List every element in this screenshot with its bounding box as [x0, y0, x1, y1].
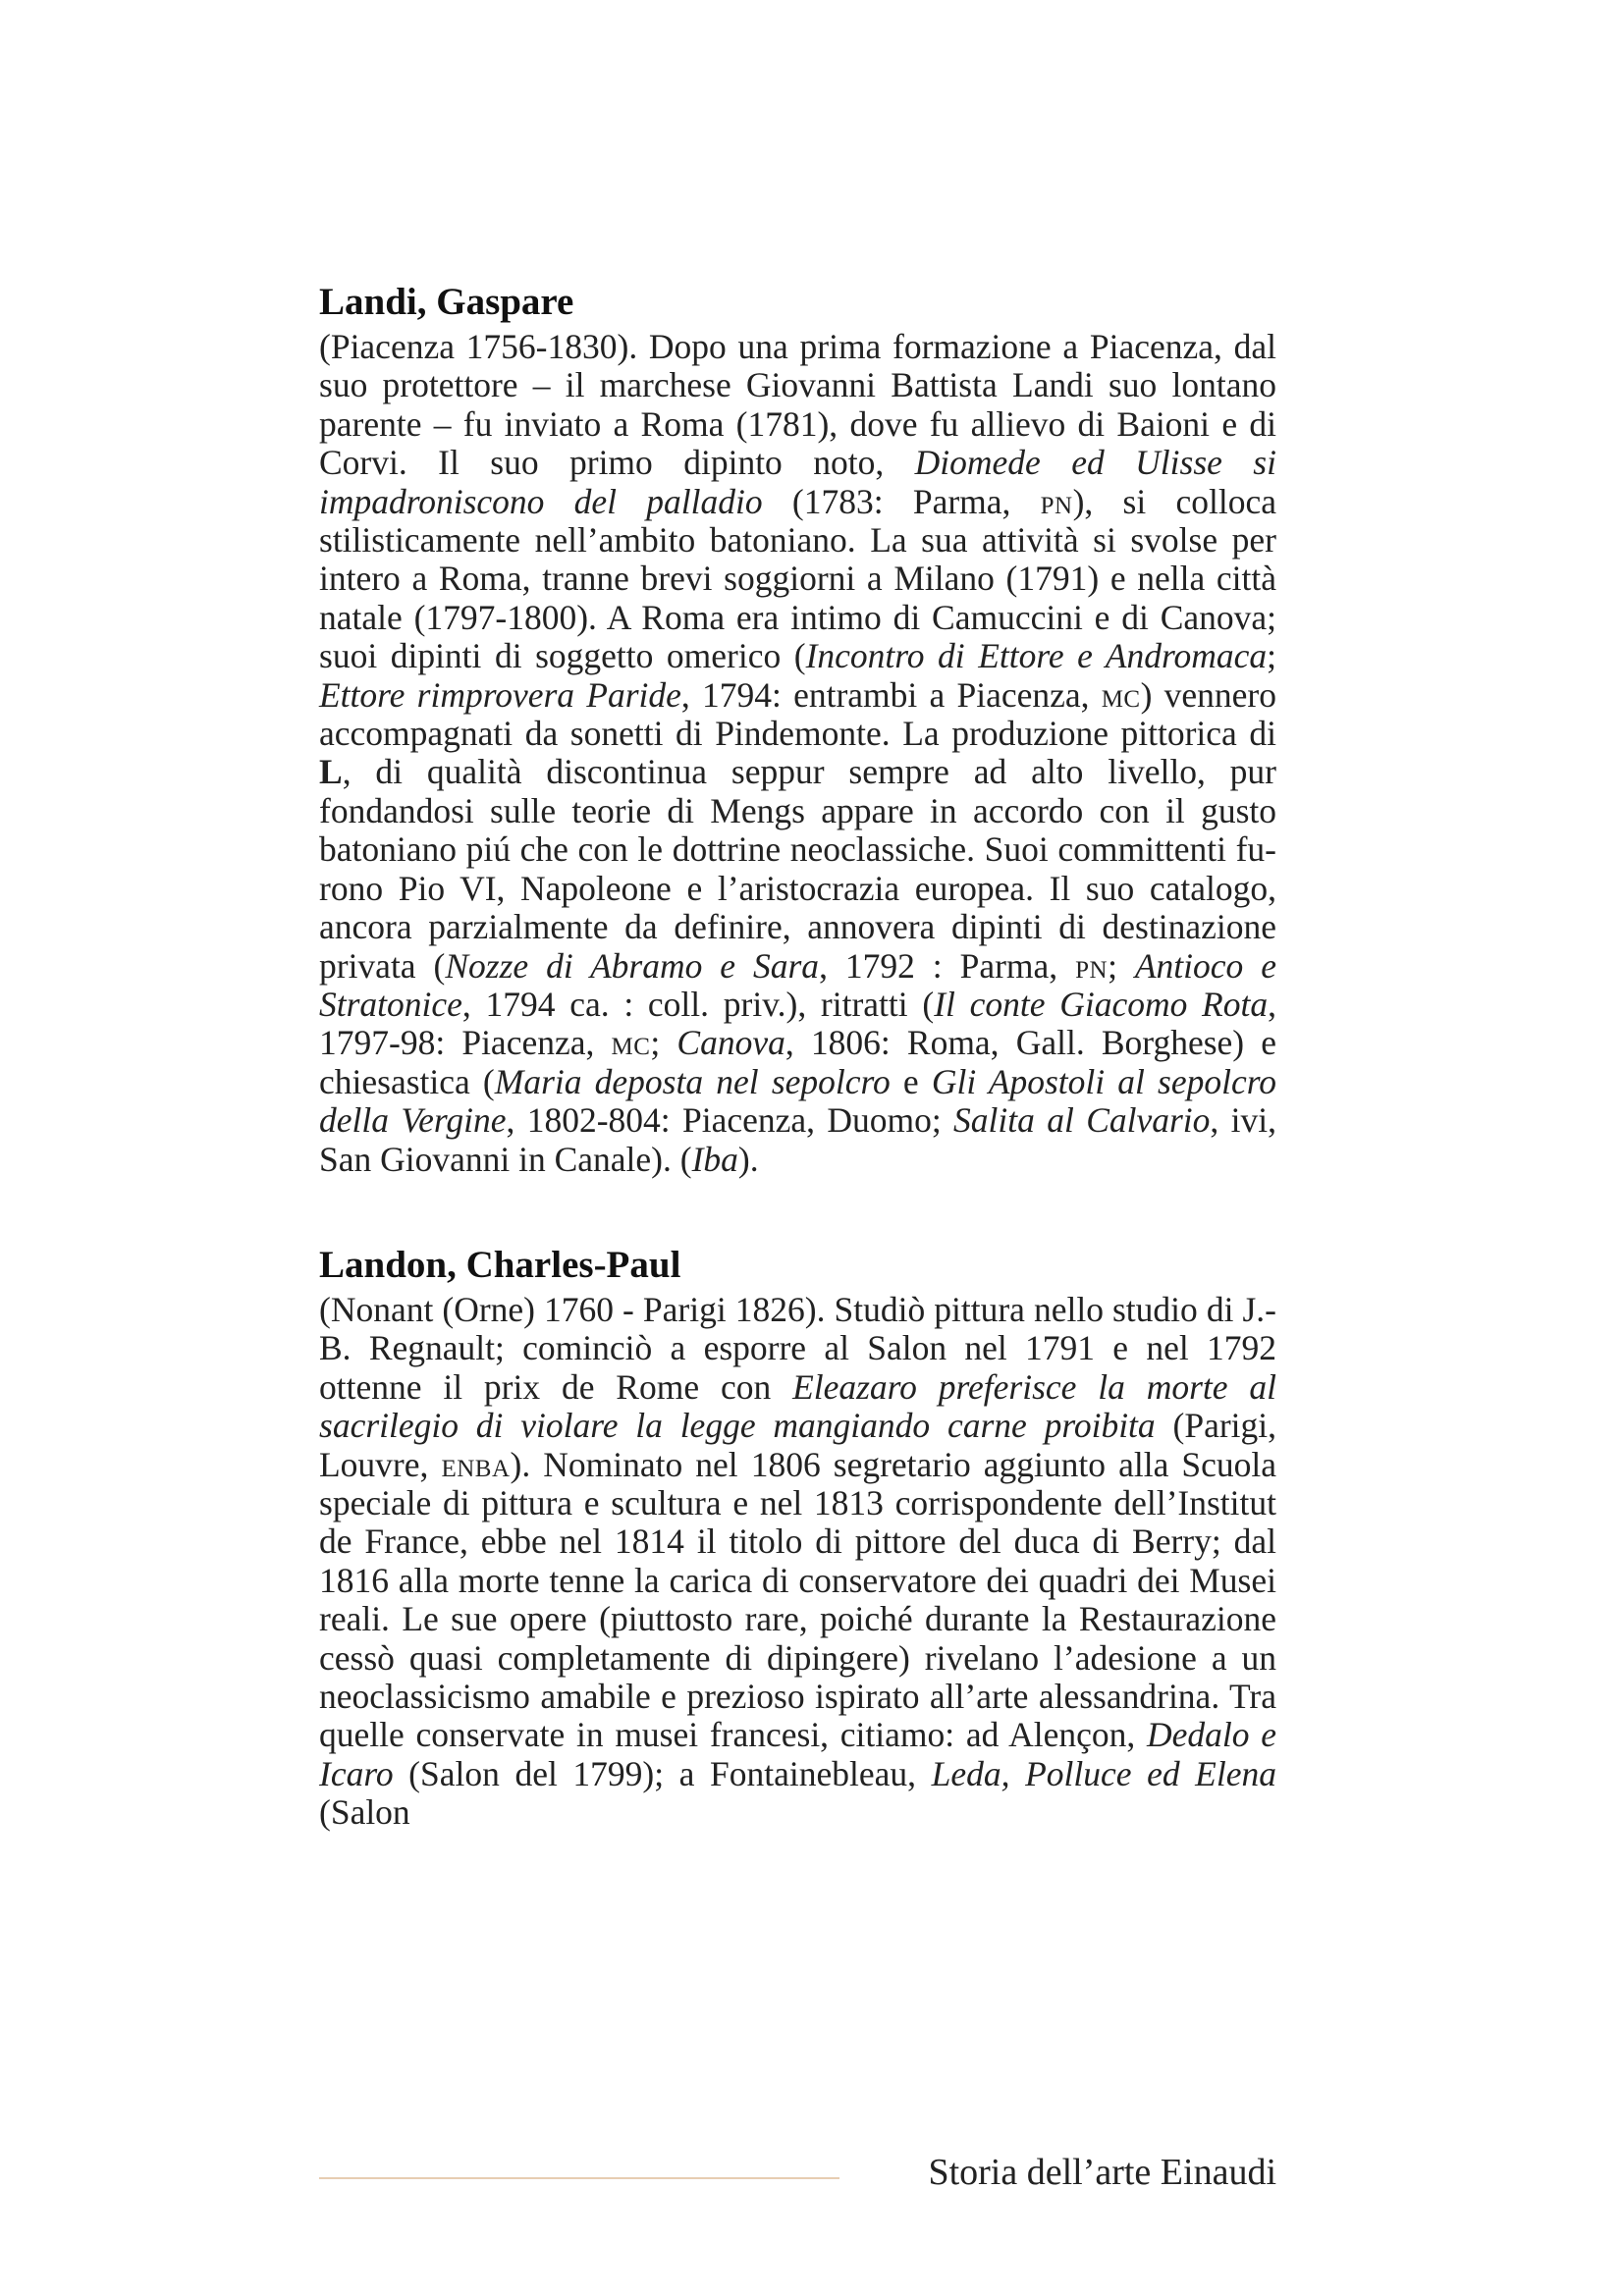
italic-title: Eleazaro preferisce la morte al sacrilegio di violare la legge mangiando carne proibita [319, 1366, 1277, 1446]
italic-title: Antioco e Stratonice [319, 945, 1276, 1024]
footer-rule [319, 2177, 839, 2179]
body-text: (1783: Parma, [762, 481, 1041, 521]
page-content [319, 279, 1276, 1896]
body-text: ). [737, 1139, 759, 1179]
body-text: (Salon del 1799); a Fontainebleau, [393, 1753, 932, 1793]
italic-title: Canova [676, 1023, 785, 1063]
body-text: , 1794 ca. : coll. priv.), ritratti ( [461, 984, 935, 1024]
collection-abbreviation: enba [441, 1444, 511, 1484]
entry-body [319, 1291, 1276, 1833]
body-text: (Salon [319, 1792, 410, 1833]
italic-title: Leda, Polluce ed Elena [931, 1753, 1276, 1793]
body-text: ) vennero accompagnati da sonetti di Pindemonte. La produzione pittorica di [319, 674, 1276, 754]
italic-title: Salita al Calvario [953, 1100, 1211, 1141]
entry-landon-charles-paul [319, 1242, 1276, 1833]
body-text: ). Nominato nel 1806 segretario aggiunto alla Scuola speciale di pittura e scultura e nel 1813 corrispondente dell’Institut de France, ebbe nel 1814 il titolo di pittore del duca di Berry; dal 1816 alla morte tenne la carica di conservatore dei quadri dei Musei reali. Le sue opere (piuttosto rare, poiché durante la Restaurazione cessò quasi completamente di dipingere) rivelano l’adesione a un neoclassicismo amabile e prezioso ispirato all’arte alessandrina. Tra quelle conservate in musei francesi, citiamo: ad Alençon, [319, 1444, 1276, 1755]
italic-title: Gli Apostoli al sepolcro della Vergine [319, 1061, 1276, 1141]
italic-title: Incontro di Ettore e Andromaca [805, 636, 1268, 676]
body-text: , 1792 : Parma, [819, 945, 1076, 986]
collection-abbreviation: mc [1101, 674, 1141, 715]
italic-title: Nozze di Abramo e Sara [445, 945, 820, 986]
body-text: (Parigi, Louvre, [319, 1406, 1276, 1484]
body-text: , 1797-98: Piacenza, [319, 984, 1276, 1063]
body-text: , di qualità discontinua seppur sempre ad alto livello, pur fondandosi sulle teorie di Mengs appare in accordo con il gusto batoniano piú che con le dottrine neoclassiche. Suoi committenti furono Pio VI, Napoleone e l’aristocrazia europea. Il suo catalogo, ancora parzialmente da definire, annovera dipinti di destinazione privata ( [319, 752, 1276, 986]
entry-title: Landon, Charles-Paul [319, 1243, 681, 1286]
bold-abbreviation: L [319, 752, 343, 792]
body-text: , ivi, San Giovanni in Canale). ( [319, 1100, 1276, 1179]
body-text: (Nonant (Orne) 1760 - Parigi 1826). Studiò pittura nello studio di J.-B. Regnault; cominciò a esporre al Salon nel 1791 e nel 1792 ottenne il prix de Rome con [319, 1289, 1276, 1407]
collection-abbreviation: pn [1040, 481, 1073, 521]
page-footer [319, 2150, 1276, 2199]
entry-body [319, 328, 1276, 1179]
collection-abbreviation: mc [611, 1023, 651, 1063]
collection-abbreviation: pn [1075, 945, 1109, 986]
italic-title: Diomede ed Ulisse si impadroniscono del palladio [319, 443, 1276, 521]
body-text: ; [650, 1023, 677, 1063]
footer-publication-title: Storia dell’arte Einaudi [928, 2152, 1276, 2193]
italic-title: Iba [691, 1139, 738, 1179]
body-text: e [890, 1061, 932, 1101]
entry-title: Landi, Gaspare [319, 281, 574, 323]
body-text: (Piacenza 1756-1830). Dopo una prima formazione a Piacenza, dal suo protettore – il marchese Giovanni Battista Landi suo lontano parente – fu inviato a Roma (1781), dove fu allievo di Baioni e di Corvi. Il suo primo dipinto noto, [319, 327, 1276, 483]
body-text: ), si colloca stilisticamente nell’ambito batoniano. La sua attività si svolse per intero a Roma, tranne brevi soggiorni a Milano (1791) e nella città natale (1797-1800). A Roma era intimo di Camuccini e di Canova; suoi dipinti di soggetto omerico ( [319, 481, 1276, 676]
body-text: , 1802-804: Piacenza, Duomo; [506, 1100, 954, 1141]
entry-landi-gaspare [319, 279, 1276, 1179]
body-text: , 1806: Roma, Gall. Borghese) e chiesastica ( [319, 1023, 1277, 1101]
body-text: , 1794: entrambi a Piacenza, [680, 674, 1102, 715]
body-text: ; [1108, 945, 1135, 986]
italic-title: Dedalo e Icaro [319, 1715, 1276, 1793]
body-text: ; [1267, 636, 1276, 676]
italic-title: Il conte Giacomo Rota [934, 984, 1269, 1024]
italic-title: Maria deposta nel sepolcro [494, 1061, 891, 1101]
italic-title: Ettore rimprovera Paride [319, 674, 681, 715]
